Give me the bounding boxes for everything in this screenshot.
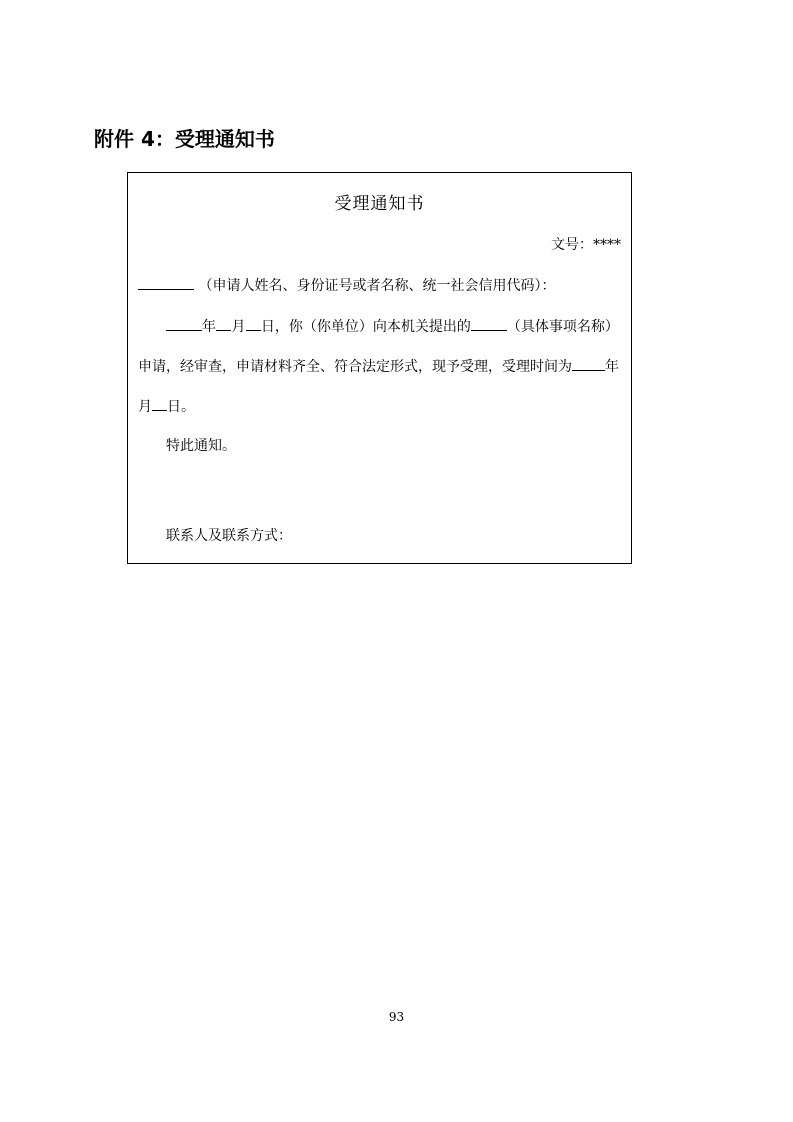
acceptance-month-label: 月 <box>138 399 152 415</box>
month-label: 月 <box>231 319 246 335</box>
acceptance-day-blank <box>152 395 167 411</box>
month-blank <box>216 315 231 331</box>
document-number: 文号：**** <box>551 237 621 253</box>
application-date-line <box>138 315 621 338</box>
acceptance-line <box>138 355 621 378</box>
year-blank <box>166 315 202 331</box>
day-blank <box>246 315 261 331</box>
notice-form-box <box>127 172 632 564</box>
item-name-blank <box>471 315 507 331</box>
contact-line: 联系人及联系方式： <box>166 528 292 544</box>
acceptance-year-label: 年 <box>605 359 619 375</box>
attachment-heading: 附件 4：受理通知书 <box>94 127 275 151</box>
acceptance-year-blank <box>572 355 605 371</box>
applicant-name-blank <box>138 274 194 290</box>
closing-line: 特此通知。 <box>166 438 236 454</box>
applicant-line-text: （申请人姓名、身份证号或者名称、统一社会信用代码）： <box>198 278 556 294</box>
acceptance-text: 申请，经审查，申请材料齐全、符合法定形式，现予受理，受理时间为 <box>138 359 572 375</box>
acceptance-date-line <box>138 395 621 418</box>
acceptance-day-label: 日。 <box>167 399 195 415</box>
day-submitted-text: 日，你（你单位）向本机关提出的 <box>260 319 471 335</box>
page-number: 93 <box>388 1010 405 1024</box>
applicant-line <box>138 274 621 297</box>
item-name-label: （具体事项名称） <box>506 319 619 335</box>
year-label: 年 <box>202 319 216 335</box>
notice-title: 受理通知书 <box>334 194 425 214</box>
